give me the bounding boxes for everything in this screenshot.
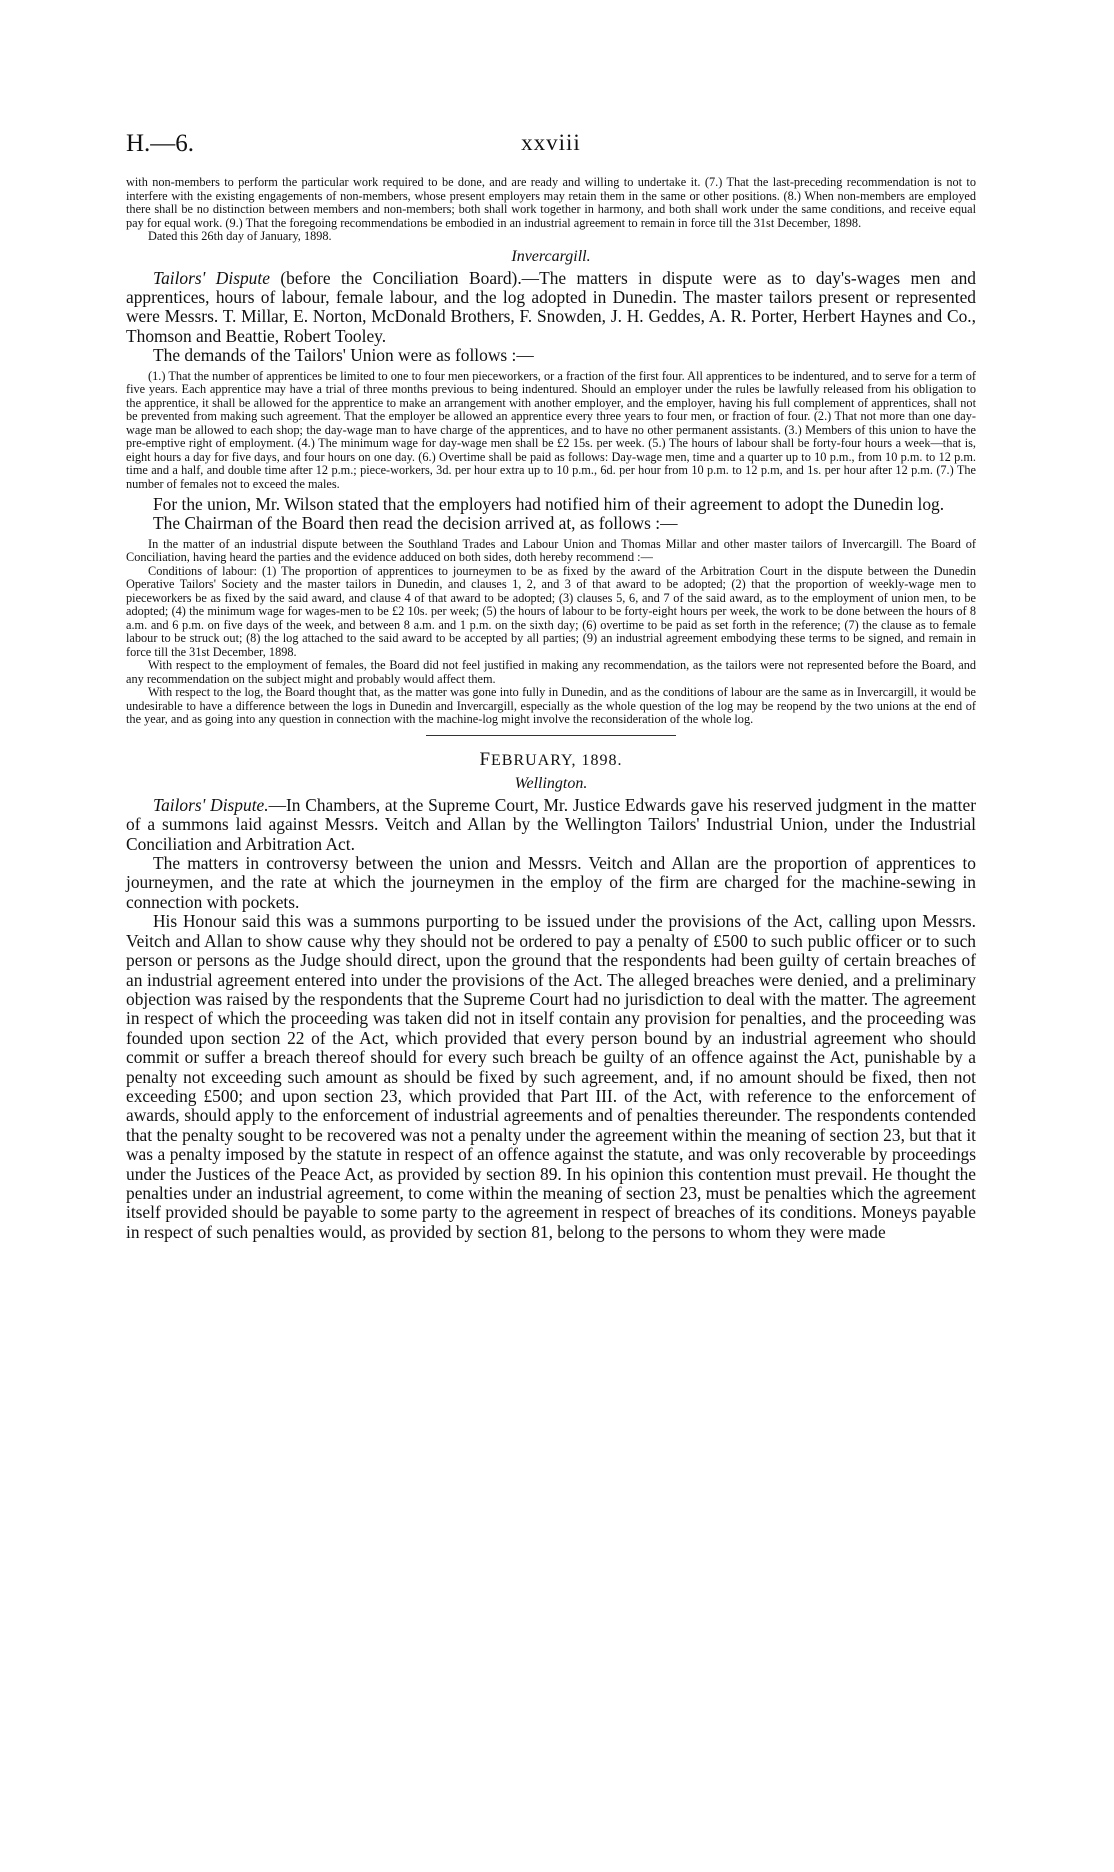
wellington-lead-paragraph xyxy=(126,796,976,854)
invercargill-lead-paragraph xyxy=(126,269,976,347)
intro-paragraph: with non-members to perform the particular work required to be done, and are ready and willing to undertake it. (7.) That the last-preceding recommendation is not to interfere with the existing engagements of non-members, whose present employers may retain them in the same or other positions. (8.) When non-members are employed there shall be no distinction between members and non-members; both shall work together in harmony, and both shall work under the same conditions, and receive equal pay for equal work. (9.) That the foregoing recommendations be embodied in an industrial agreement to remain in force till the 31st December, 1898. xyxy=(126,175,976,230)
dated-line: Dated this 26th day of January, 1898. xyxy=(148,229,332,243)
union-statement: For the union, Mr. Wilson stated that the employers had notified him of their agreement to adopt the Dunedin log. xyxy=(153,494,945,515)
page-number: xxviii xyxy=(521,130,581,155)
wellington-lead-text: —In Chambers, at the Supreme Court, Mr. Justice Edwards gave his reserved judgment in the matter of a summons laid against Messrs. Veitch and Allan by the Wellington Tailors' Industrial Union, under the Industrial Conciliation and Arbitration Act. xyxy=(126,794,976,854)
lead-text: (before the Conciliation Board).—The matters in dispute were as to day's-wages men and apprentices, hours of labour, female labour, and the log adopted in Dunedin. The master tailors present or represented were Messrs. T. Millar, E. Norton, McDonald Brothers, F. Snowden, J. H. Geddes, A. R. Porter, Herbert Haynes and Co., Thomson and Beattie, Robert Tooley. xyxy=(126,267,976,346)
judgment-paragraph: His Honour said this was a summons purporting to be issued under the provisions of the Act, calling upon Messrs. Veitch and Allan to show cause why they should not be ordered to pay a penalty of £500 to such public officer or to such person or persons as the Judge should direct, upon the ground that the respondents had been guilty of certain breaches of an industrial agreement entered into under the provisions of the Act. The alleged breaches were denied, and a preliminary objection was raised by the respondents that the Supreme Court had no jurisdiction to deal with the matter. The agreement in respect of which the proceeding was taken did not in itself contain any provision for penalties, and the proceeding was founded upon section 22 of the Act, which provided that every person bound by an industrial agreement who should commit or suffer a breach thereof should for every such breach be guilty of an offence against the Act, punishable by a penalty not exceeding such amount as should be fixed by such agreement, and, if no amount should be fixed, then not exceeding £500; and upon section 23, which provided that Part III. of the Act, with reference to the enforcement of awards, should apply to the enforcement of industrial agreements and of penalties thereunder. The respondents contended that the penalty sought to be recovered was not a penalty under the agreement within the meaning of section 23, but that it was a penalty imposed by the statute in respect of an offence against the statute, and was only recoverable by proceedings under the Justices of the Peace Act, as provided by section 89. In his opinion this contention must prevail. He thought the penalties under an industrial agreement, to come within the meaning of section 23, must be penalties which the agreement itself provided should be payable to some party to the agreement in respect of breaches of its conditions. Moneys payable in respect of such penalties would, as provided by section 81, belong to the persons to whom they were made xyxy=(126,911,976,1242)
month-heading-rest: EBRUARY, 1898. xyxy=(491,751,623,769)
decision-females: With respect to the employment of females, the Board did not feel justified in making any recommendation, as the tailors were not represented before the Board, and any recommendation on the subject might and probably would affect them. xyxy=(126,658,976,686)
decision-conditions: Conditions of labour: (1) The proportion of apprentices to journeymen to be as fixed by the award of the Arbitration Court in the dispute between the Dunedin Operative Tailors' Society and the master tailors in Dunedin, and clauses 1, 2, and 3 of that award to be adopted; (2) that the proportion of weekly-wage men to pieceworkers be as fixed by the said award, and clause 4 of that award to be adopted; (3) clauses 5, 6, and 7 of the said award, as to the employment of union men, to be adopted; (4) the minimum wage for wages-men to be £2 10s. per week; (5) the hours of labour to be forty-eight hours per week, the work to be done between the hours of 8 a.m. and 6 p.m. on five days of the week, and between 8 a.m. and 1 p.m. on the sixth day; (6) overtime to be paid as set forth in the reference; (7) the clause as to female labour to be struck out; (8) the log attached to the said award to be accepted by all parties; (9) an industrial agreement embodying these terms to be signed, and remain in force till the 31st December, 1898. xyxy=(126,563,976,659)
lead-title: Tailors' Dispute xyxy=(153,267,270,288)
month-heading xyxy=(126,750,976,771)
demands-list: (1.) That the number of apprentices be limited to one to four men pieceworkers, or a fraction of the first four. All apprentices to be indentured, and to serve for a term of five years. Each apprentice may have a trial of three months previous to being indentured. Should an employer under the rules be lawfully released from his obligation to the apprentice, it shall be allowed for the apprentice to make an arrangement with another employer, and the employer, having his full complement of apprentices, shall not be prevented from making such agreement. That the employer be allowed an apprentice every three years to four men, or fraction of four. (2.) That not more than one day-wage man be allowed to each shop; the day-wage man to have charge of the apprentices, and to have no other permanent assistants. (3.) Members of this union to have the pre-emptive right of employment. (4.) The minimum wage for day-wage men shall be £2 15s. per week. (5.) The hours of labour shall be forty-four hours a week—that is, eight hours a day for five days, and four hours on one day. (6.) Overtime shall be paid as follows: Day-wage men, time and a quarter up to 10 p.m., from 10 p.m. to 12 p.m. time and a half, and double time after 12 p.m.; piece-workers, 3d. per hour extra up to 10 p.m., 6d. per hour from 10 p.m. to 12 p.m, and 1s. per hour after 12 p.m. (7.) The number of females not to exceed the males. xyxy=(126,368,976,491)
decision-matter: In the matter of an industrial dispute between the Southland Trades and Labour Union and Thomas Millar and other master tailors of Invercargill. The Board of Conciliation, having heard the parties and the evidence adduced on both sides, doth hereby recommend :— xyxy=(126,536,976,565)
controversy-paragraph: The matters in controversy between the union and Messrs. Veitch and Allan are the proportion of apprentices to journeymen, and the rate at which the journeymen in the employ of the firm are charged for the machine-sewing in connection with pockets. xyxy=(126,853,976,912)
report-reference: H.—6. xyxy=(126,130,195,157)
wellington-lead-title: Tailors' Dispute. xyxy=(153,794,269,815)
month-heading-initial: F xyxy=(479,748,492,770)
demands-intro: The demands of the Tailors' Union were as follows :— xyxy=(153,345,534,366)
section-heading-invercargill: Invercargill. xyxy=(511,247,591,265)
section-divider xyxy=(426,735,676,736)
section-heading-wellington: Wellington. xyxy=(514,774,588,792)
decision-log: With respect to the log, the Board thought that, as the matter was gone into fully in Dunedin, and as the conditions of labour are the same as in Invercargill, it would be undesirable to have a difference between the logs in Dunedin and Invercargill, especially as the whole question of the log may be reopend by the two unions at the end of the year, and as going into any question in connection with the machine-log might involve the reconsideration of the whole log. xyxy=(126,685,976,727)
chairman-statement: The Chairman of the Board then read the decision arrived at, as follows :— xyxy=(153,513,678,534)
page-header xyxy=(126,130,976,166)
page-body xyxy=(126,176,976,1242)
